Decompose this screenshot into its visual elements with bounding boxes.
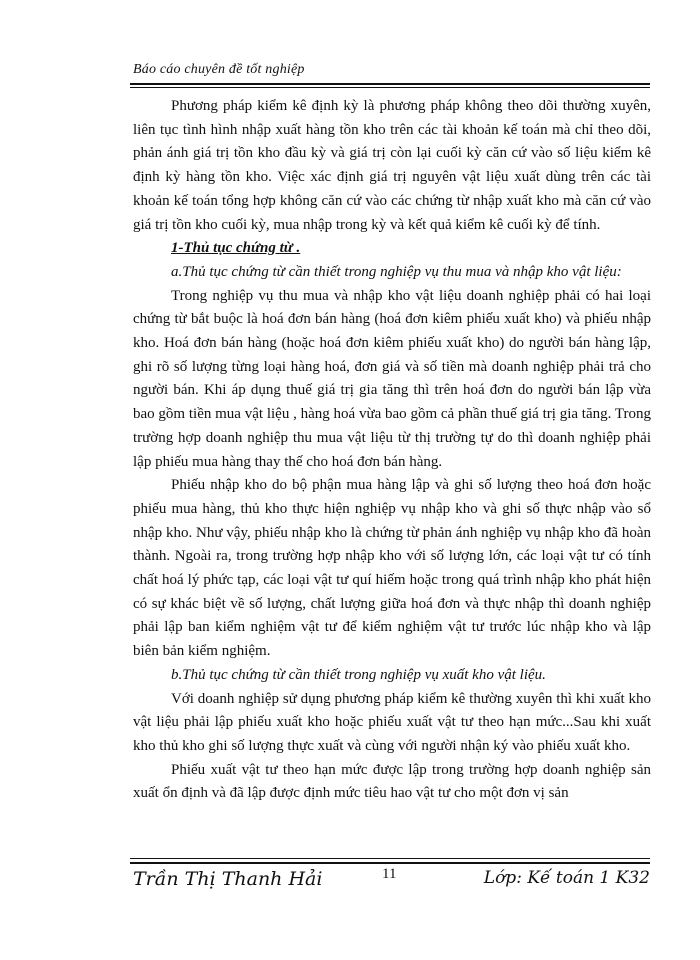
paragraph-kiem-ke-dinh-ky: Phương pháp kiểm kê định kỳ là phương pháp không theo dõi thường xuyên, liên tục tình hình nhập xuất hàng tồn kho trên các tài khoản kế toán mà chỉ theo dõi, phản ánh giá trị tồn kho đầu kỳ và giá trị còn lại cuối kỳ căn cứ vào số liệu kiểm kê định kỳ hàng tồn kho. Việc xác định giá trị nguyên vật liệu xuất dùng trên các tài khoản kế toán tổng hợp không căn cứ vào các chứng từ nhập xuất kho mà căn cứ vào giá trị tồn kho cuối kỳ, mua nhập trong kỳ và kết quả kiểm kê cuối kỳ để tính.	[133, 98, 651, 233]
paragraph-thu-mua-nhap-kho: Trong nghiệp vụ thu mua và nhập kho vật liệu doanh nghiệp phải có hai loại chứng từ bắt buộc là hoá đơn bán hàng (hoá đơn kiêm phiếu xuất kho) và phiếu nhập kho. Hoá đơn bán hàng (hoặc hoá đơn kiêm phiếu xuất kho) do người bán hàng lập, ghi rõ số lượng từng loại hàng hoá, đơn giá và số tiền mà doanh nghiệp phải trả cho người bán. Khi áp dụng thuế giá trị gia tăng thì trên hoá đơn do người bán lập vừa bao gồm tiền mua vật liệu , hàng hoá vừa bao gồm cả phần thuế giá trị gia tăng. Trong trường hợp doanh nghiệp thu mua vật liệu từ thị trường tự do thì doanh nghiệp phải lập phiếu mua hàng thay thế cho hoá đơn bán hàng.	[133, 287, 651, 470]
subheading-thu-mua-nhap-kho: a.Thủ tục chứng từ cần thiết trong nghiệp vụ thu mua và nhập kho vật liệu:	[171, 263, 622, 280]
page-number: 11	[382, 866, 397, 882]
footer-author: Trần Thị Thanh Hải	[133, 868, 323, 890]
paragraph-phieu-xuat-han-muc: Phiếu xuất vật tư theo hạn mức được lập trong trường hợp doanh nghiệp sản xuất ổn định và đã lập được định mức tiêu hao vật tư cho một đơn vị sản	[133, 761, 651, 802]
section-heading-thu-tuc-chung-tu: 1-Thủ tục chứng từ .	[171, 240, 301, 257]
paragraph-xuat-kho: Với doanh nghiệp sử dụng phương pháp kiểm kê thường xuyên thì khi xuất kho vật liệu phải lập phiếu xuất kho hoặc phiếu xuất vật tư theo hạn mức...Sau khi xuất kho thủ kho ghi số lượng thực xuất và cùng với người nhận ký vào phiếu xuất kho.	[133, 690, 651, 754]
page-header-title: Báo cáo chuyên đề tốt nghiệp	[133, 62, 305, 77]
subheading-xuat-kho: b.Thủ tục chứng từ cần thiết trong nghiệp vụ xuất kho vật liệu.	[171, 666, 546, 683]
paragraph-phieu-nhap-kho: Phiếu nhập kho do bộ phận mua hàng lập và ghi số lượng theo hoá đơn hoặc phiếu mua hàng, thủ kho thực hiện nghiệp vụ nhập kho và ghi số thực nhập vào sổ nhập kho. Như vậy, phiếu nhập kho là chứng từ phản ánh nghiệp vụ nhập kho đã hoàn thành. Ngoài ra, trong trường hợp nhập kho với số lượng lớn, các loại vật tư có tính chất hoá lý phức tạp, các loại vật tư quí hiếm hoặc trong quá trình nhập kho phát hiện có sự khác biệt về số lượng, chất lượng giữa hoá đơn và thực nhập thì doanh nghiệp phải lập ban kiểm nghiệm vật tư để kiểm nghiệm vật tư trước lúc nhập kho và lập biên bản kiểm nghiệm.	[133, 477, 651, 660]
document-body	[133, 95, 651, 806]
footer-class-label: Lớp: Kế toán 1 K32	[483, 868, 650, 888]
